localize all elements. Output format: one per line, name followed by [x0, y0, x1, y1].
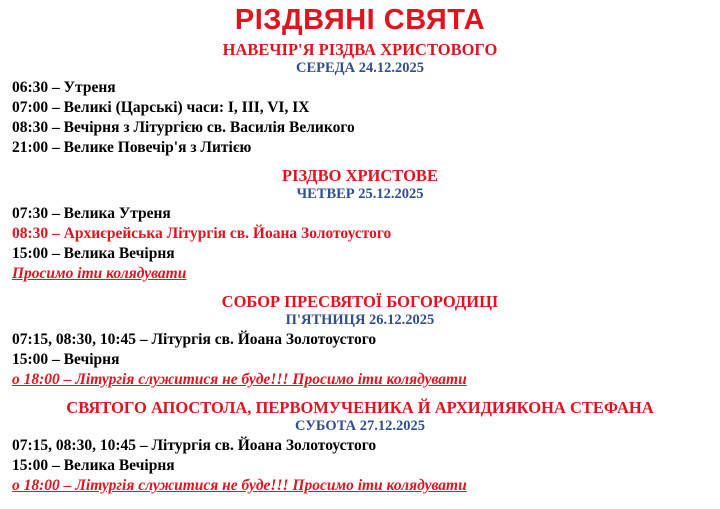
schedule-line: 15:00 – Велика Вечірня — [12, 457, 175, 474]
schedule-line: 21:00 – Велике Повечір'я з Литією — [12, 139, 252, 156]
schedule-note: о 18:00 – Літургія служитися не буде!!! Просимо іти колядувати — [12, 371, 467, 388]
schedule-line: 07:30 – Велика Утреня — [12, 205, 171, 222]
section-title: РІЗДВО ХРИСТОВЕ — [282, 166, 438, 185]
section-date: СУБОТА 27.12.2025 — [295, 418, 425, 434]
section-title: СОБОР ПРЕСВЯТОЇ БОГОРОДИЦІ — [221, 292, 499, 311]
schedule-line: 07:15, 08:30, 10:45 – Літургія св. Йоана Золотоустого — [12, 437, 377, 454]
section-date: СЕРЕДА 24.12.2025 — [296, 60, 424, 76]
schedule-line: 15:00 – Вечірня — [12, 351, 120, 368]
schedule-line: 06:30 – Утреня — [12, 79, 116, 96]
section-title: НАВЕЧІР'Я РІЗДВА ХРИСТОВОГО — [222, 40, 498, 59]
schedule-line: 07:00 – Великі (Царські) часи: I, III, VI, IX — [12, 99, 310, 116]
schedule-note: Просимо іти колядувати — [12, 265, 187, 282]
schedule-line-highlighted: 08:30 – Архиєрейська Літургія св. Йоана Золотоустого — [12, 225, 392, 242]
schedule-note: о 18:00 – Літургія служитися не буде!!! Просимо іти колядувати — [12, 477, 467, 494]
schedule-line: 15:00 – Велика Вечірня — [12, 245, 175, 262]
page-title: РІЗДВЯНІ СВЯТА — [234, 4, 486, 36]
section-date: ЧЕТВЕР 25.12.2025 — [296, 186, 424, 202]
schedule-line: 07:15, 08:30, 10:45 – Літургія св. Йоана Золотоустого — [12, 331, 377, 348]
section-date: П'ЯТНИЦЯ 26.12.2025 — [285, 312, 435, 328]
section-title: СВЯТОГО АПОСТОЛА, ПЕРВОМУЧЕНИКА Й АРХИДИЯКОНА СТЕФАНА — [66, 398, 654, 417]
schedule-line: 08:30 – Вечірня з Літургією св. Василія Великого — [12, 119, 355, 136]
